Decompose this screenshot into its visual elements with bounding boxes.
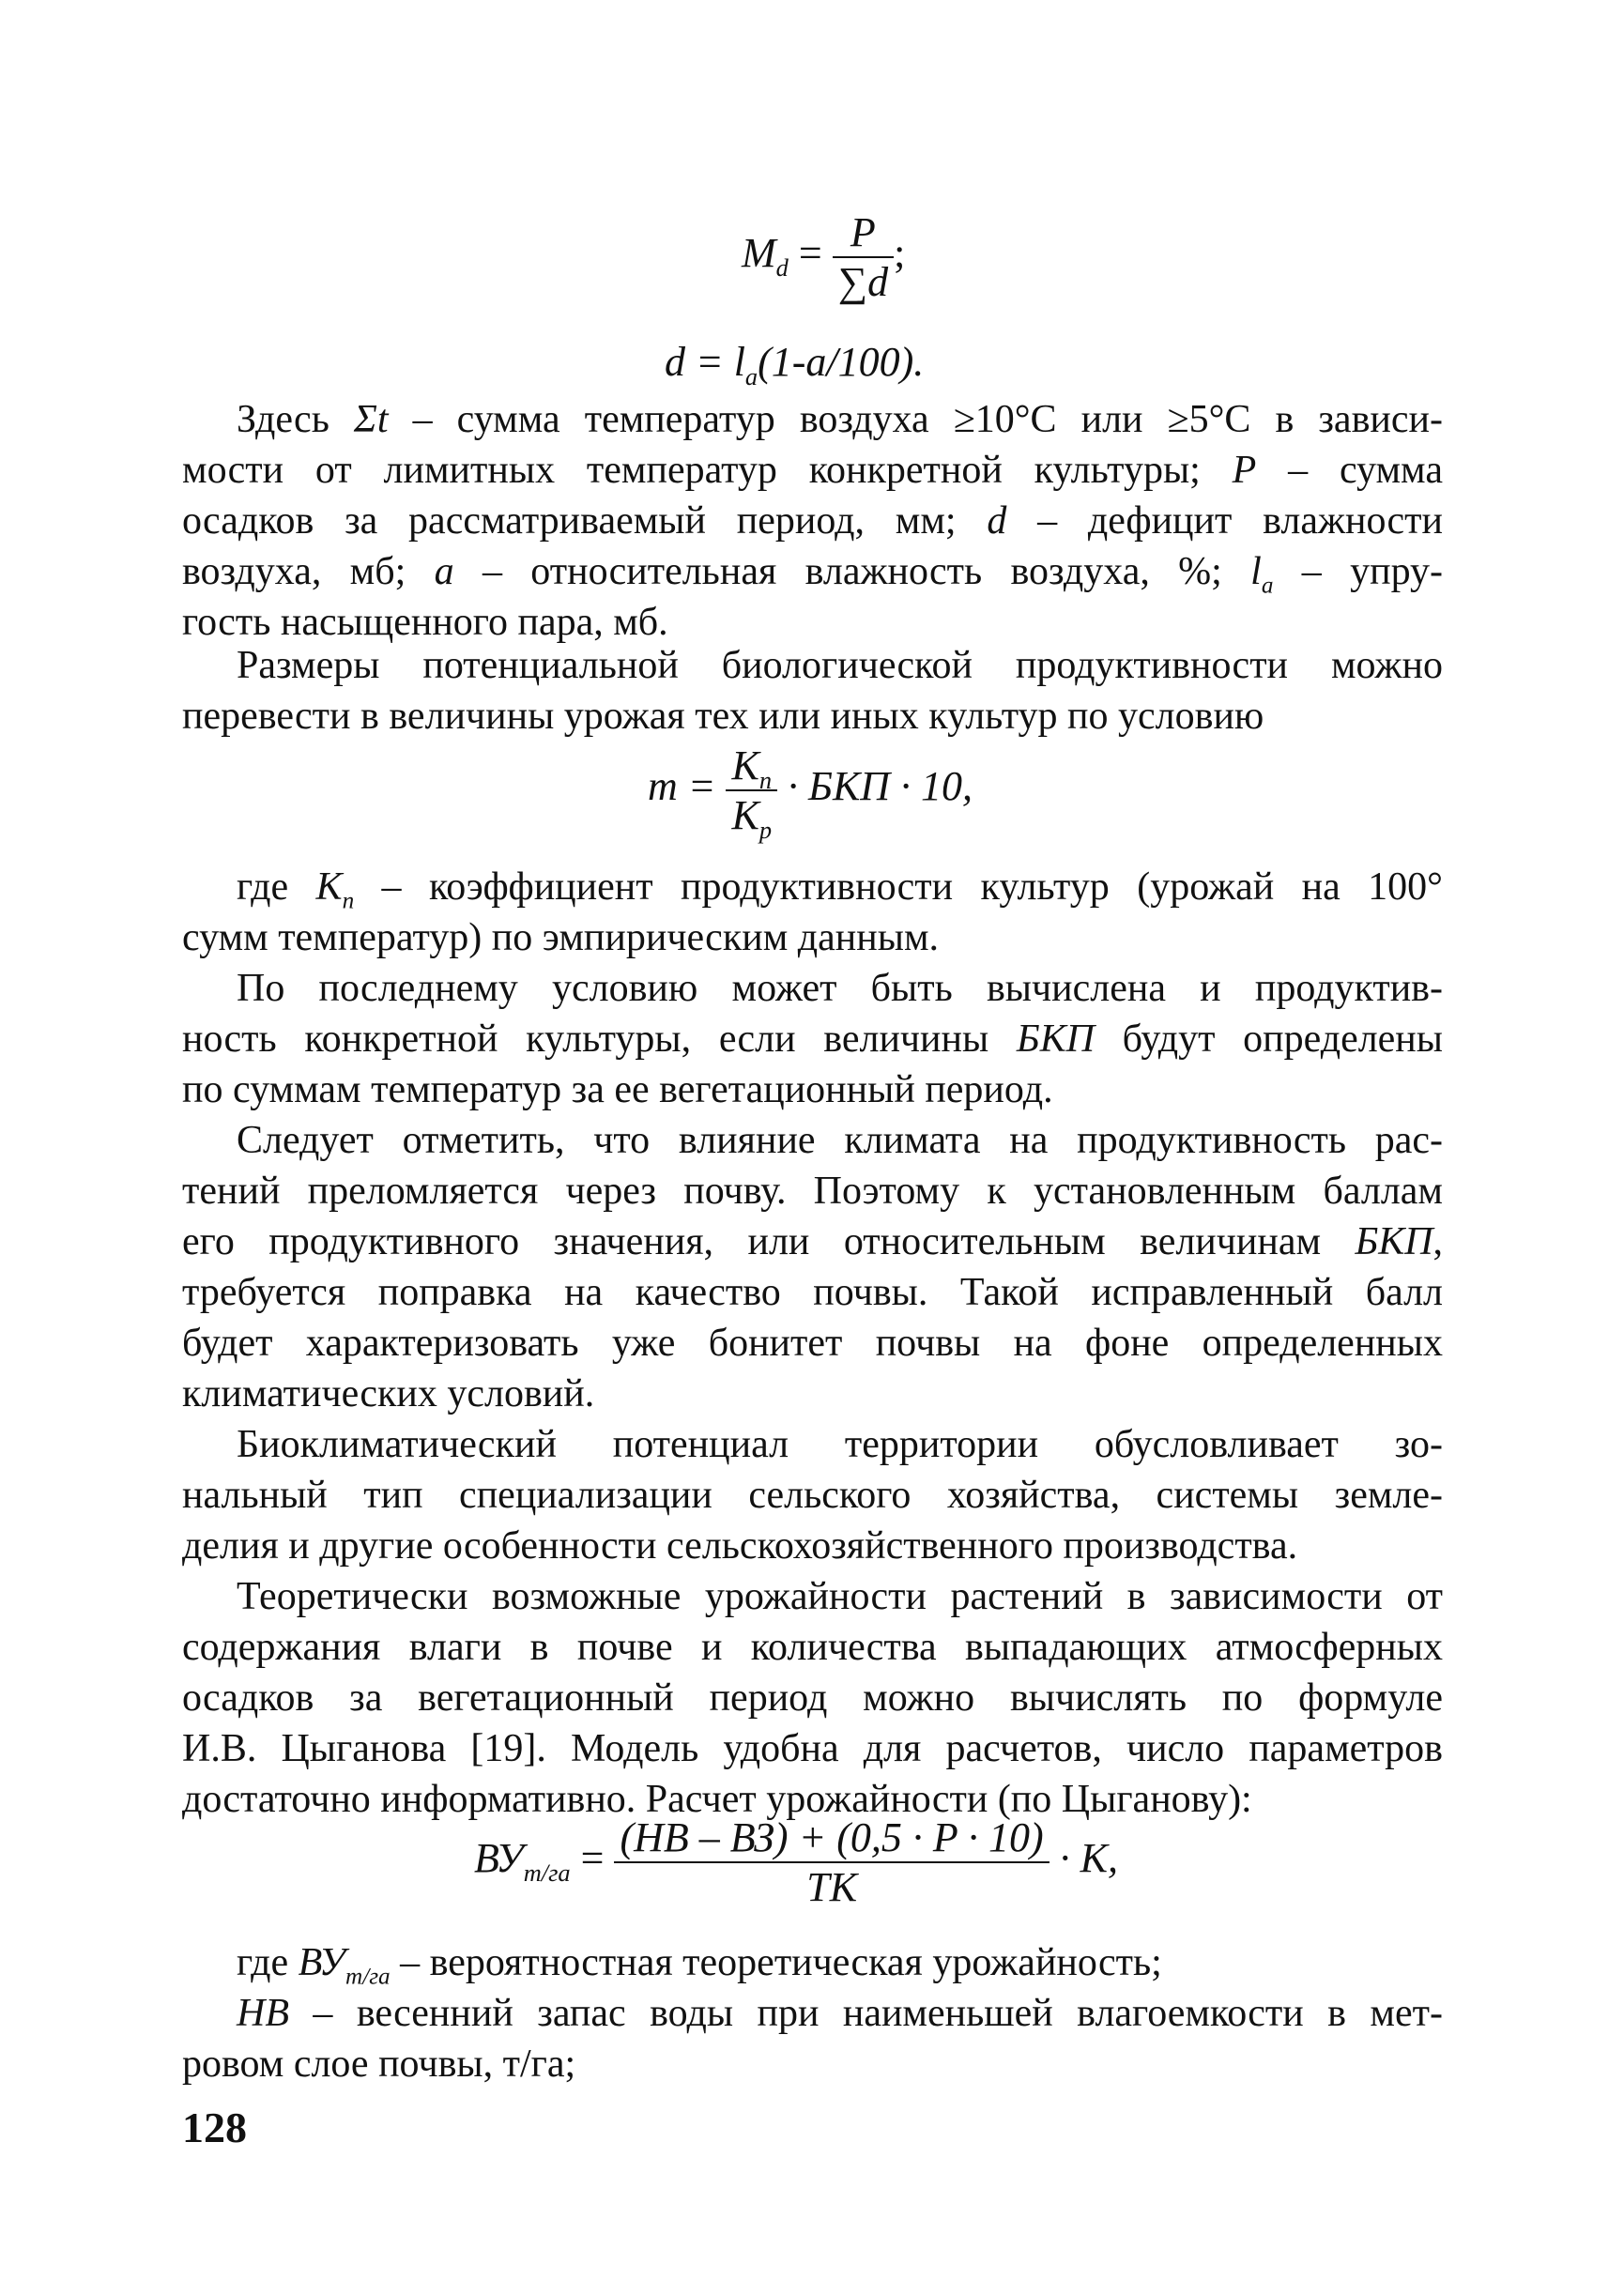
text-line: Размеры потенциальной биологической продуктивности можно [237, 644, 1443, 687]
text-span: ность конкретной культуры, если величины [182, 1017, 1017, 1061]
formula-m-lhs: m = [648, 763, 716, 810]
text-line: тений преломляется через почву. Поэтому к установленным баллам [182, 1170, 1443, 1213]
formula-d-lhs: d = l [665, 339, 745, 385]
formula-md-denominator [833, 258, 894, 306]
text-span: – весенний запас воды при наименьшей влагоемкости в мет- [289, 1992, 1443, 2035]
text-line: По последнему условию может быть вычислена и продуктив- [237, 967, 1443, 1010]
text-line: Биоклиматический потенциал территории обусловливает зо- [237, 1423, 1443, 1466]
k-sub: п [758, 765, 773, 794]
formula-md-lhs-sub: d [775, 252, 789, 282]
text-line [182, 1014, 1443, 1064]
text-line: требуется поправка на качество почвы. Такой исправленный балл [182, 1271, 1443, 1314]
formula-vu-fraction [614, 1813, 1049, 1911]
text-line: ровом слое почвы, т/га; [182, 2043, 576, 2086]
text-line: Теоретически возможные урожайности растений в зависимости от [237, 1575, 1443, 1618]
paragraph-8 [182, 1937, 1443, 1988]
formula-vu-eq: = [580, 1835, 605, 1882]
text-line [182, 862, 1443, 912]
sigma-symbol: ∑ [837, 259, 868, 305]
kn-sub: п [342, 888, 355, 914]
text-line: нальный тип специализации сельского хозяйства, системы земле- [182, 1474, 1443, 1517]
nv-symbol: НВ [237, 1992, 289, 2035]
a-symbol: a [434, 550, 454, 593]
text-line: по суммам температур за ее вегетационный период. [182, 1068, 1053, 1111]
k-symbol: K [731, 742, 759, 788]
text-line: сумм температур) по эмпирическим данным. [182, 916, 940, 959]
formula-vu-lhs: ВУ [474, 1835, 524, 1882]
text-line [182, 1988, 1443, 2039]
formula-md-eq: = [798, 230, 822, 277]
paragraph-6 [182, 1419, 1443, 1571]
text-line: будет характеризовать уже бонитет почвы на фоне определенных [182, 1322, 1443, 1365]
text-span: мости от лимитных температур конкретной культуры; [182, 449, 1233, 492]
text-span: – относительная влажность воздуха, %; [453, 550, 1251, 593]
formula-vu-denominator: ТК [806, 1864, 857, 1910]
formula-md-fraction [833, 208, 894, 306]
text-line: гость насыщенного пара, мб. [182, 601, 668, 644]
text-line: Следует отметить, что влияние климата на продуктивность рас- [237, 1119, 1443, 1162]
text-line: перевести в величины урожая тех или иных культур по условию [182, 695, 1264, 738]
text-line [182, 1937, 1443, 1988]
formula-m [648, 742, 973, 844]
text-span: – коэффициент продуктивности культур (урожай на 100° [354, 865, 1443, 909]
text-span: – дефицит влажности [1006, 499, 1443, 543]
formula-md-den-var: d [867, 259, 889, 305]
formula-m-numerator [726, 742, 777, 794]
paragraph-3 [182, 862, 1443, 963]
paragraph-2 [182, 640, 1443, 742]
formula-md [742, 208, 905, 306]
text-line [182, 394, 1443, 445]
formula-vu-numerator: (НВ – ВЗ) + (0,5 · P · 10) [614, 1813, 1049, 1863]
text-line: делия и другие особенности сельскохозяйственного производства. [182, 1524, 1298, 1568]
text-span: воздуха, мб; [182, 550, 435, 593]
text-line: климатических условий. [182, 1372, 595, 1415]
text-span: где [237, 865, 316, 909]
formula-vu-lhs-sub: т/га [523, 1858, 571, 1887]
formula-vu-rest: · K, [1059, 1835, 1119, 1882]
paragraph-5 [182, 1115, 1443, 1419]
d-symbol: d [987, 499, 1007, 543]
k-sub: р [758, 815, 773, 844]
text-line [182, 445, 1443, 496]
formula-d-sub: a [744, 361, 758, 390]
formula-md-numerator: P [833, 208, 894, 258]
text-span: осадков за рассматриваемый период, мм; [182, 499, 988, 543]
l-symbol: l [1250, 550, 1262, 593]
paragraph-1 [182, 394, 1443, 648]
formula-md-end: ; [894, 230, 906, 277]
text-span: где [237, 1941, 299, 1984]
bkp-symbol: БКП [1355, 1220, 1433, 1263]
p-symbol: P [1232, 449, 1257, 492]
vu-symbol: ВУ [298, 1941, 346, 1984]
text-span: его продуктивного значения, или относительным величинам [182, 1220, 1356, 1263]
formula-m-rest: · БКП · 10, [788, 763, 973, 810]
formula-d [665, 338, 925, 390]
text-span: , [1432, 1220, 1443, 1263]
kn-symbol: K [315, 865, 343, 909]
text-line [182, 546, 1443, 597]
formula-md-lhs: M [742, 230, 776, 277]
text-span: – вероятностная теоретическая урожайность; [390, 1941, 1162, 1984]
formula-m-denominator [726, 791, 777, 844]
text-span: – сумма температур воздуха ≥10°С или ≥5°С в зависи- [388, 398, 1443, 441]
paragraph-7 [182, 1571, 1443, 1825]
text-span: – сумма [1256, 449, 1443, 492]
k-symbol: K [731, 792, 759, 838]
formula-m-fraction [726, 742, 777, 844]
sum-t-symbol: Σt [353, 398, 389, 441]
paragraph-4 [182, 963, 1443, 1115]
l-symbol-sub: a [1261, 573, 1274, 599]
text-line: И.В. Цыганова [19]. Модель удобна для расчетов, число параметров [182, 1727, 1443, 1770]
vu-sub: т/га [345, 1964, 391, 1990]
text-line: содержания влаги в почве и количества выпадающих атмосферных [182, 1626, 1443, 1669]
text-line [182, 1216, 1443, 1267]
text-span: будут определены [1094, 1017, 1444, 1061]
text-span: Здесь [237, 398, 354, 441]
formula-d-rest: (1-a/100). [758, 339, 925, 385]
text-line [182, 496, 1443, 546]
text-span: – упру- [1273, 550, 1444, 593]
formula-vu [474, 1813, 1118, 1911]
paragraph-9 [182, 1988, 1443, 2089]
bkp-symbol: БКП [1016, 1017, 1095, 1061]
text-line: осадков за вегетационный период можно вычислять по формуле [182, 1676, 1443, 1720]
page-number: 128 [182, 2104, 247, 2151]
text-line: достаточно информативно. Расчет урожайности (по Цыганову): [182, 1778, 1252, 1821]
